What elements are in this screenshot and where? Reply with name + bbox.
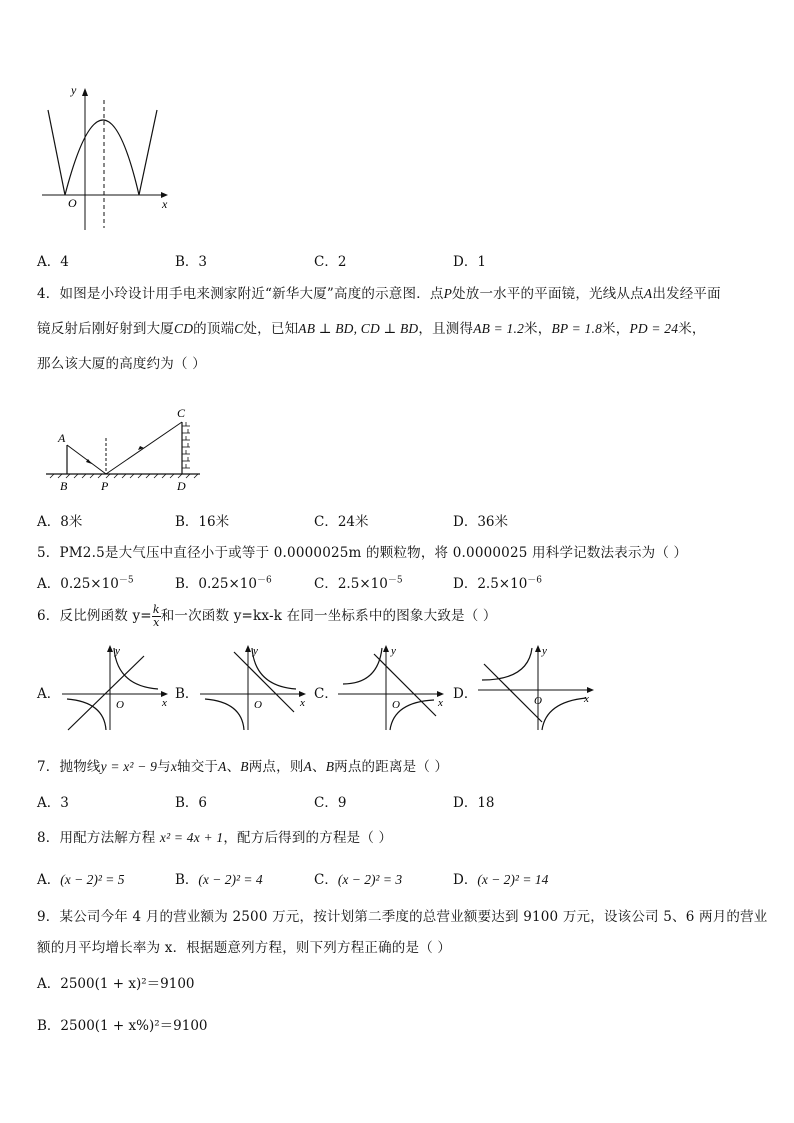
svg-text:O: O — [534, 695, 542, 707]
q4-label-p: P — [101, 479, 109, 493]
q3-y-label: y — [71, 83, 77, 97]
q3-option-b[interactable]: B．3 — [175, 254, 208, 270]
q9-stem-line2: 额的月平均增长率为 x．根据题意列方程，则下列方程正确的是（ ） — [37, 940, 452, 956]
q6-graph-a[interactable] — [60, 642, 172, 734]
q4-label-a: A — [58, 431, 66, 445]
q7-option-c[interactable]: C．9 — [314, 795, 347, 811]
q5-option-b[interactable]: B．$0.25\times 10^{-6}$ — [175, 575, 272, 592]
q7-option-d[interactable]: D．18 — [453, 795, 495, 811]
svg-text:x: x — [300, 697, 305, 709]
q6-option-d-label[interactable]: D． — [453, 686, 478, 702]
q6-graph-c[interactable] — [336, 642, 448, 734]
q9-option-a[interactable]: A．2500(1 + x)²＝9100 — [37, 976, 195, 992]
svg-text:O: O — [116, 699, 124, 711]
q3-origin-label: O — [68, 196, 77, 210]
q3-option-c[interactable]: C．2 — [314, 254, 347, 270]
q5-option-c[interactable]: C．$2.5\times 10^{-5}$ — [314, 575, 403, 592]
svg-text:O: O — [392, 699, 400, 711]
q8-option-a[interactable]: A．(x − 2)² = 5 — [37, 872, 125, 888]
q3-option-a[interactable]: A．4 — [37, 254, 69, 270]
q6-option-b-label[interactable]: B． — [175, 686, 199, 702]
svg-text:x: x — [438, 697, 443, 709]
q4-option-b[interactable]: B．16米 — [175, 514, 230, 530]
q5-option-d[interactable]: D．$2.5\times 10^{-6}$ — [453, 575, 543, 592]
q4-stem-line1: 4．如图是小玲设计用手电来测家附近“新华大厦”高度的示意图．点P处放一水平的平面镜，光线从点A出发经平面 — [37, 286, 721, 302]
q4-option-a[interactable]: A．8米 — [37, 514, 83, 530]
q3-option-d[interactable]: D．1 — [453, 254, 486, 270]
q4-stem-line2: 镜反射后刚好射到大厦CD的顶端C处，已知AB ⊥ BD, CD ⊥ BD，且测得AB = 1.2米，BP = 1.8米，PD = 24米， — [37, 321, 706, 337]
q6-graph-b[interactable] — [198, 642, 310, 734]
q4-mirror-figure — [40, 402, 210, 494]
q6-fraction: $\frac{k}{x}$ — [152, 603, 160, 629]
svg-text:x: x — [162, 697, 167, 709]
svg-text:y: y — [391, 645, 396, 657]
svg-text:y: y — [115, 645, 120, 657]
q8-option-c[interactable]: C．(x − 2)² = 3 — [314, 872, 403, 888]
q3-x-label: x — [162, 197, 168, 211]
q5-option-a[interactable]: A．$0.25\times 10^{-5}$ — [37, 575, 134, 592]
q9-stem-line1: 9．某公司今年 4 月的营业额为 2500 万元，按计划第二季度的总营业额要达到 9100 万元，设该公司 5、6 两月的营业 — [37, 909, 768, 925]
q6-graph-d[interactable] — [476, 642, 598, 734]
q4-label-b: B — [60, 479, 68, 493]
q4-label-d: D — [177, 479, 186, 493]
q7-option-b[interactable]: B．6 — [175, 795, 208, 811]
q4-option-d[interactable]: D．36米 — [453, 514, 509, 530]
svg-text:x: x — [584, 693, 589, 705]
q6-stem: 6．反比例函数 y= $\frac{k}{x}$ 和一次函数 y=kx-k 在同一坐标系中的图象大致是（ ） — [37, 603, 497, 629]
q3-parabola-graph — [38, 80, 178, 235]
q6-option-c-label[interactable]: C． — [314, 686, 338, 702]
q5-stem: 5．PM2.5是大气压中直径小于或等于 0.0000025m 的颗粒物，将 0.0000025 用科学记数法表示为（ ） — [37, 545, 688, 561]
q4-stem-line3: 那么该大厦的高度约为（ ） — [37, 356, 206, 372]
q8-option-d[interactable]: D．(x − 2)² = 14 — [453, 872, 549, 888]
q9-option-b[interactable]: B．2500(1 + x%)²＝9100 — [37, 1018, 208, 1034]
q6-option-a-label[interactable]: A． — [37, 686, 61, 702]
q7-stem: 7．抛物线y = x² − 9与x轴交于A、B两点，则A、B两点的距离是（ ） — [37, 759, 449, 775]
svg-text:y: y — [542, 645, 547, 657]
q4-label-c: C — [177, 406, 186, 420]
q7-option-a[interactable]: A．3 — [37, 795, 69, 811]
q4-option-c[interactable]: C．24米 — [314, 514, 369, 530]
svg-text:y: y — [253, 645, 258, 657]
q8-stem: 8．用配方法解方程 x² = 4x + 1，配方后得到的方程是（ ） — [37, 830, 393, 846]
q8-option-b[interactable]: B．(x − 2)² = 4 — [175, 872, 263, 888]
svg-text:O: O — [254, 699, 262, 711]
